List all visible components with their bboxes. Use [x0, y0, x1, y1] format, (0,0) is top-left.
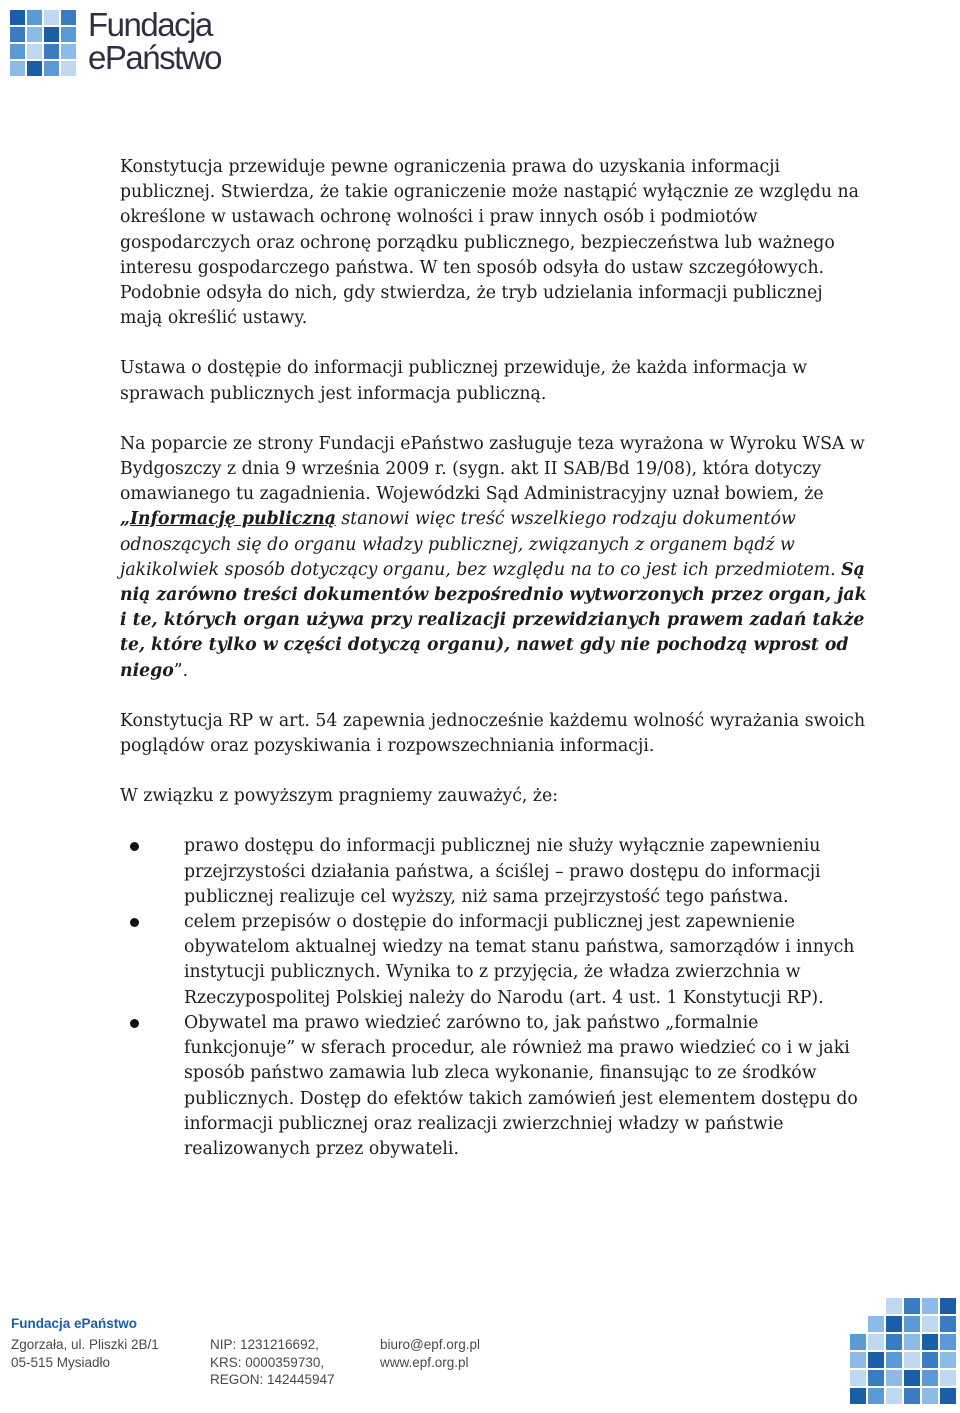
bullet-icon: [130, 842, 139, 851]
quote-end: ”.: [173, 660, 189, 681]
logo-tile: [850, 1370, 866, 1386]
paragraph-2: Ustawa o dostępie do informacji publicznej przewiduje, że każda informacja w sprawach publicznych jest informacja publiczną.: [120, 358, 808, 404]
logo-tile: [850, 1352, 866, 1368]
logo-line-1: Fundacja: [88, 6, 212, 43]
logo-tile: [904, 1388, 920, 1404]
logo-line-2: ePaństwo: [88, 39, 221, 76]
logo-tile: [868, 1334, 884, 1350]
bullet-icon: [130, 1019, 139, 1028]
logo-tile: [868, 1316, 884, 1332]
paragraph-1: Konstytucja przewiduje pewne ograniczenia prawa do uzyskania informacji publicznej. Stwierdza, że takie ograniczenie może nastąpić wyłącznie ze względu na określone w ustawach ochronę wolności i praw innych osób i podmiotów gospodarczych oraz ochronę porządku publicznego, bezpieczeństwa lub ważnego interesu gospodarczego państwa. W ten sposób odsyła do ustaw szczegółowych. Podobnie odsyła do nich, gdy stwierdza, że tryb udzielania informacji publicznej mają określić ustawy.: [120, 157, 859, 329]
footer-address: [11, 1336, 159, 1371]
footer-nip: NIP: 1231216692,: [210, 1337, 319, 1352]
logo-wordmark: [88, 8, 221, 74]
logo-tile: [27, 27, 42, 42]
footer-email[interactable]: biuro@epf.org.pl: [380, 1337, 481, 1352]
bullet-list: [120, 834, 870, 1162]
logo-tile: [27, 44, 42, 59]
quote-italic: stanowi więc treść wszelkiego rodzaju dokumentów odnoszących się do organu władzy publicznej, związanych z organem bądź w jakikolwiek sposób dotyczący organu, bez względu na to co jest ich przedmiotem.: [120, 509, 842, 580]
logo-tile: [886, 1370, 902, 1386]
logo-tile: [868, 1352, 884, 1368]
logo-tile: [886, 1388, 902, 1404]
paragraph-3-text: Na poparcie ze strony Fundacji ePaństwo zasługuje teza wyrażona w Wyroku WSA w Bydgoszczy z dnia 9 września 2009 r. (sygn. akt II SAB/Bd 19/08), która dotyczy omawianego tu zagadnienia. Wojewódzki Sąd Administracyjny uznał bowiem, że: [120, 433, 865, 505]
document-body: [120, 155, 870, 1162]
quote-open: „: [120, 509, 130, 530]
logo-tile: [886, 1298, 902, 1314]
logo-tile: [922, 1370, 938, 1386]
logo-tile: [61, 61, 76, 76]
emphasis-term: Informację publiczną: [129, 509, 336, 530]
logo-tile: [850, 1388, 866, 1404]
logo-tile: [904, 1370, 920, 1386]
logo-tile: [44, 44, 59, 59]
logo-tile: [61, 10, 76, 25]
list-item-text: Obywatel ma prawo wiedzieć zarówno to, jak państwo „formalnie funkcjonuje” w sferach procedur, ale również ma prawo wiedzieć co i w jaki sposób państwo zamawia lub zleca wykonanie, finansując to ze środków publicznych. Dostęp do efektów takich zamówień jest elementem dostępu do informacji publicznej oraz realizacji zwierzchniej władzy w państwie realizowanych przez obywateli.: [184, 1012, 858, 1159]
header-logo: [10, 8, 230, 80]
list-item: [120, 834, 870, 910]
logo-tile: [940, 1370, 956, 1386]
footer-contact: [380, 1336, 480, 1371]
footer-address-line-2: 05-515 Mysiadło: [11, 1354, 111, 1370]
footer-address-line-1: Zgorzała, ul. Pliszki 2B/1: [11, 1337, 159, 1352]
footer-logo-mark-icon: [850, 1298, 958, 1410]
logo-tile: [940, 1352, 956, 1368]
bullet-icon: [130, 918, 139, 927]
logo-tile: [940, 1388, 956, 1404]
paragraph-5: W związku z powyższym pragniemy zauważyć, że:: [120, 786, 559, 807]
logo-tile: [922, 1388, 938, 1404]
logo-tile: [904, 1352, 920, 1368]
logo-tile: [868, 1370, 884, 1386]
paragraph-3: [120, 432, 870, 684]
logo-tile: [44, 27, 59, 42]
logo-tile: [886, 1316, 902, 1332]
list-item-text: prawo dostępu do informacji publicznej nie służy wyłącznie zapewnieniu przejrzystości działania państwa, a ściślej – prawo dostępu do informacji publicznej realizuje cel wyższy, niż sama przejrzystość tego państwa.: [184, 836, 821, 907]
logo-tile: [922, 1352, 938, 1368]
footer-krs: KRS: 0000359730,: [210, 1354, 325, 1370]
logo-tile: [10, 44, 25, 59]
page-footer: [0, 1290, 960, 1413]
logo-tile: [61, 27, 76, 42]
logo-tile: [44, 10, 59, 25]
list-item-text: celem przepisów o dostępie do informacji publicznej jest zapewnienie obywatelom aktualnej wiedzy na temat stanu państwa, samorządów i innych instytucji publicznych. Wynika to z przyjęcia, że władza zwierzchnia w Rzeczypospolitej Polskiej należy do Narodu (art. 4 ust. 1 Konstytucji RP).: [184, 912, 855, 1008]
quote-bold-italic: Są nią zarówno treści dokumentów bezpośrednio wytworzonych przez organ, jak i te, których organ używa przy realizacji przewidzianych prawem zadań także te, które tylko w części dotyczą organu), nawet gdy nie pochodzą wprost od niego: [120, 559, 867, 681]
logo-tile: [940, 1298, 956, 1314]
logo-tile: [940, 1334, 956, 1350]
list-item: [120, 1011, 870, 1162]
logo-tile: [10, 10, 25, 25]
logo-tile: [922, 1298, 938, 1314]
logo-tile: [10, 61, 25, 76]
list-item: [120, 910, 870, 1011]
footer-website[interactable]: www.epf.org.pl: [380, 1354, 469, 1370]
logo-tile: [904, 1316, 920, 1332]
footer-registry: [210, 1336, 335, 1389]
logo-tile: [61, 44, 76, 59]
logo-tile: [904, 1334, 920, 1350]
logo-tile: [27, 10, 42, 25]
logo-tile: [44, 61, 59, 76]
logo-tile: [904, 1298, 920, 1314]
logo-tile: [27, 61, 42, 76]
logo-tile: [10, 27, 25, 42]
logo-mark-icon: [10, 10, 76, 76]
logo-tile: [886, 1334, 902, 1350]
footer-regon: REGON: 142445947: [210, 1372, 335, 1387]
logo-tile: [922, 1334, 938, 1350]
logo-tile: [922, 1316, 938, 1332]
logo-tile: [850, 1334, 866, 1350]
logo-tile: [886, 1352, 902, 1368]
paragraph-4: Konstytucja RP w art. 54 zapewnia jednocześnie każdemu wolność wyrażania swoich poglądów oraz pozyskiwania i rozpowszechniania informacji.: [120, 710, 866, 757]
logo-tile: [940, 1316, 956, 1332]
logo-tile: [868, 1388, 884, 1404]
footer-org-name: Fundacja ePaństwo: [11, 1316, 138, 1331]
